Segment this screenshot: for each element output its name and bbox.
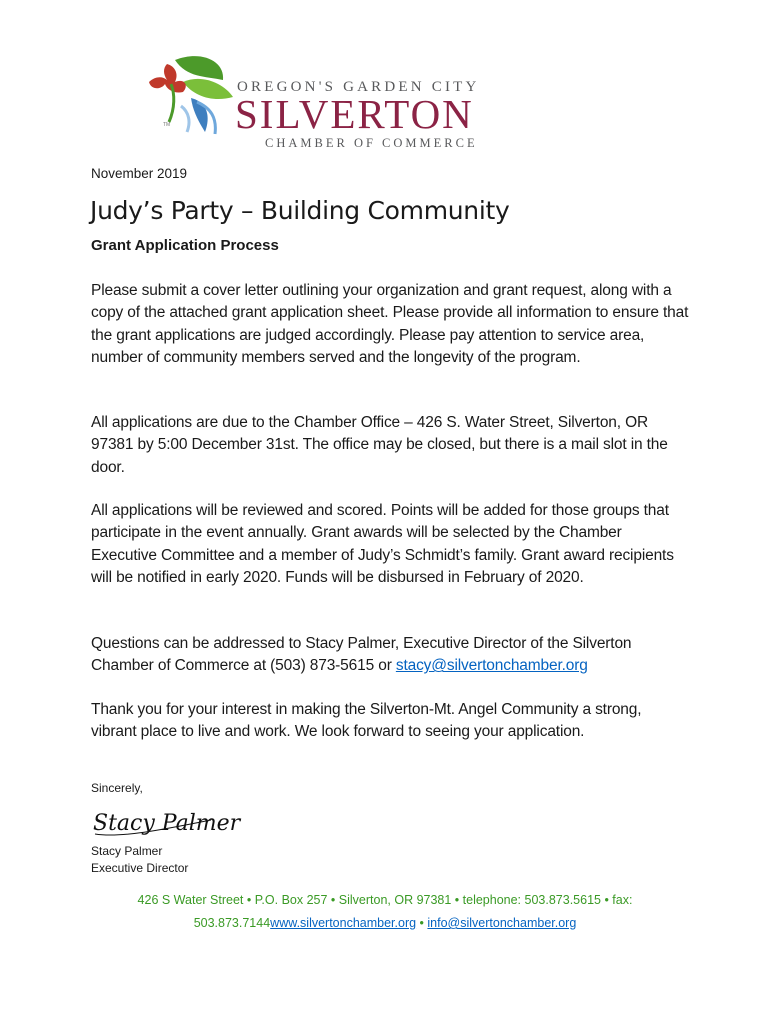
section-heading: Grant Application Process [91,237,279,254]
footer-fax: 503.873.7144 [193,916,271,930]
footer-line2 [60,912,710,935]
flower-logo-icon [145,52,240,137]
questions-text: Questions can be addressed to Stacy Palmer, Executive Director of the Silverton Chamber of Commerce at (503) 873-5615 or [91,635,632,675]
logo-name: SILVERTON [235,91,474,137]
signer-name: Stacy Palmer [91,844,163,858]
footer-address: 426 S Water Street • P.O. Box 257 • Silverton, OR 97381 • telephone: 503.873.5615 • fax: [137,893,633,907]
logo-tagline-bottom: CHAMBER OF COMMERCE [265,136,478,150]
paragraph-review: All applications will be reviewed and scored. Points will be added for those groups that participate in the event annually. Grant awards will be selected by the Chamber Executive Committee and a member of Judy’s Schmidt’s family. Grant award recipients will be notified in early 2020. Funds will be disbursed in February of 2020. [91,502,674,586]
paragraph-deadline: All applications are due to the Chamber Office – 426 S. Water Street, Silverton, OR 97381 by 5:00 December 31st. The office may be closed, but there is a mail slot in the door. [91,414,668,476]
paragraph-instructions: Please submit a cover letter outlining your organization and grant request, along with a copy of the attached grant application sheet. Please provide all information to ensure that the grant applications are judged accordingly. Please pay attention to service area, number of community members served and the longevity of the program. [91,282,689,366]
contact-email-link[interactable]: stacy@silvertonchamber.org [395,657,588,675]
signer-title: Executive Director [91,861,189,875]
chamber-logo [145,52,515,150]
signature-text: Stacy Palmer [93,811,241,836]
signature-image [91,800,241,840]
closing: Sincerely, [91,781,143,795]
paragraph-questions [91,633,691,678]
letter-date: November 2019 [91,166,188,181]
footer [60,889,710,935]
signer-block [91,843,188,877]
trademark-mark: TM [163,122,171,128]
paragraph-thanks: Thank you for your interest in making the Silverton-Mt. Angel Community a strong, vibrant place to live and work. We look forward to seeing your application. [91,701,642,741]
footer-email-link[interactable]: info@silvertonchamber.org [427,916,577,930]
logo-tagline-top: OREGON'S GARDEN CITY [237,79,480,95]
footer-separator: • [416,916,428,930]
page-title: Judy’s Party – Building Community [90,196,510,225]
footer-website-link[interactable]: www.silvertonchamber.org [270,916,417,930]
